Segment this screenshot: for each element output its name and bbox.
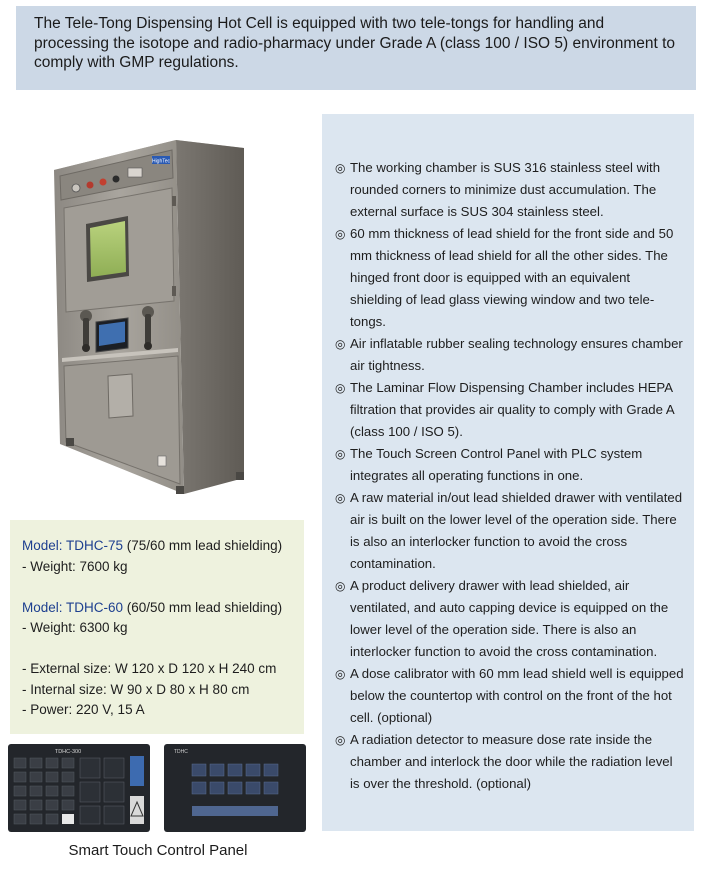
screen-left-title: TDHC-300 [54, 749, 82, 755]
feature-item: ◎ The Laminar Flow Dispensing Chamber includes HEPA filtration that provides air quality to comply with Grade A (class 100 / ISO 5). [335, 377, 684, 443]
bullet-icon: ◎ [335, 381, 346, 395]
model-1-name: Model: TDHC-75 [22, 538, 124, 553]
feature-item: ◎ A radiation detector to measure dose rate inside the chamber and interlock the door while the radiation level is over the threshold. (optional) [335, 729, 684, 795]
bullet-icon: ◎ [335, 337, 346, 351]
power-spec: - Power: 220 V, 15 A [22, 702, 145, 717]
specs-box [10, 520, 304, 734]
feature-item: ◎ The working chamber is SUS 316 stainless steel with rounded corners to minimize dust accumulation. The external surface is SUS 304 stainless steel. [335, 157, 684, 223]
indicator-light-icon [100, 179, 107, 186]
bullet-icon: ◎ [335, 227, 346, 241]
model-2-desc: (60/50 mm lead shielding) [123, 599, 283, 615]
control-screen-right [164, 744, 306, 832]
feature-item: ◎ The Touch Screen Control Panel with PLC system integrates all operating functions in one. [335, 443, 684, 487]
control-panel-caption: Smart Touch Control Panel [68, 842, 248, 859]
cabinet-side [176, 140, 244, 494]
feature-item: ◎ 60 mm thickness of lead shield for the front side and 50 mm thickness of lead shield for all the other sides. The hinged front door is equipped with an equivalent shielding of lead glass viewing window and two tele-tongs. [335, 223, 684, 333]
internal-size: - Internal size: W 90 x D 80 x H 80 cm [22, 681, 250, 697]
indicator-light-icon [87, 182, 94, 189]
model-2-name: Model: TDHC-60 [22, 599, 124, 615]
feature-item: ◎ Air inflatable rubber sealing technology ensures chamber air tightness. [335, 333, 684, 377]
side-button-icon [130, 756, 144, 786]
indicator-light-icon [113, 176, 120, 183]
features-box [322, 114, 694, 831]
bullet-icon: ◎ [335, 161, 346, 175]
model-1-line [22, 536, 304, 557]
model-2-line [22, 598, 304, 619]
screen-right-bar [192, 806, 278, 816]
warning-button-icon [130, 796, 144, 824]
feature-item: ◎ A raw material in/out lead shielded drawer with ventilated air is built on the lower level of the operation side. There is also an interlocker function to avoid the cross contamination. [335, 487, 684, 575]
active-button-icon [62, 814, 74, 824]
gauge-icon [128, 168, 142, 177]
model-1-desc: (75/60 mm lead shielding) [123, 538, 283, 553]
hot-cell-illustration [48, 126, 278, 496]
bullet-icon: ◎ [335, 733, 346, 747]
intro-text: The Tele-Tong Dispensing Hot Cell is equipped with two tele-tongs for handling and processing the isotope and radio-pharmacy under Grade A (class 100 / ISO 5) environment to comply with GMP regulations. [34, 15, 676, 71]
bullet-icon: ◎ [335, 667, 346, 681]
feature-item: ◎ A dose calibrator with 60 mm lead shield well is equipped below the countertop with control on the front of the hot cell. (optional) [335, 663, 684, 729]
control-panel-screens [8, 744, 306, 832]
control-screen-left [8, 744, 150, 832]
hot-cell-photo [48, 126, 278, 496]
features-list [335, 157, 684, 795]
svg-text:HighTec: HighTec [151, 158, 171, 165]
knob-icon [72, 184, 80, 192]
intro-banner [16, 6, 696, 90]
model-2-weight: - Weight: 6300 kg [22, 620, 128, 635]
feature-item: ◎ A product delivery drawer with lead shielded, air ventilated, and auto capping device is equipped on the lower level of the operation side. There is also an interlocker function to avoid the cross contamination. [335, 575, 684, 663]
drawer [108, 374, 133, 418]
external-size: - External size: W 120 x D 120 x H 240 cm [22, 661, 277, 676]
bullet-icon: ◎ [335, 491, 346, 505]
bullet-icon: ◎ [335, 447, 346, 461]
lead-glass-window [90, 221, 126, 277]
model-1-weight: - Weight: 7600 kg [22, 558, 128, 574]
bullet-icon: ◎ [335, 579, 346, 593]
screen-right-title: TDHC [174, 749, 188, 755]
